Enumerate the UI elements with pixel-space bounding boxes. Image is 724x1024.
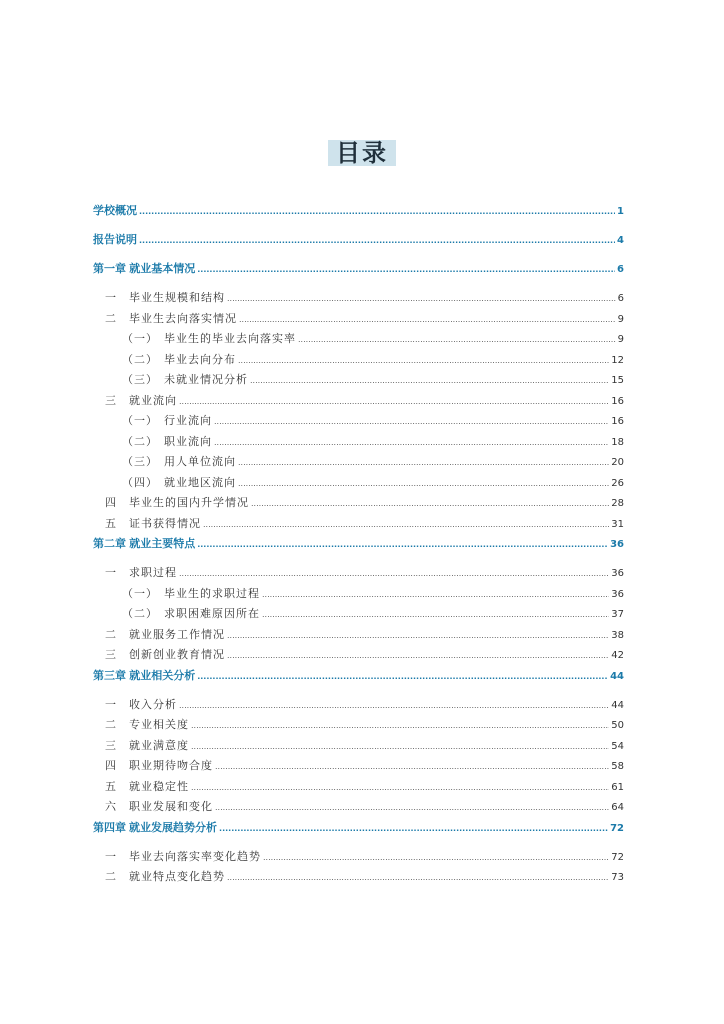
toc-entry-number: 一 [105,566,116,579]
toc-entry-label: 就业发展趋势分析 [129,820,218,834]
toc-entry-page-number: 18 [611,436,624,448]
toc-entry-number: 六 [105,800,116,813]
toc-entry-number: 三 [105,738,116,752]
toc-entry-number: 二 [105,870,116,883]
toc-entry-page-number: 36 [611,588,624,600]
dot-leader [179,696,609,716]
toc-entry-level-2[interactable] [93,625,624,646]
dot-leader [238,474,609,494]
toc-entry-number: （一） [122,332,158,345]
toc-entry-level-3[interactable] [93,584,624,605]
toc-entry-number: （二） [122,607,158,620]
toc-entry-page-number: 44 [611,699,624,711]
toc-entry-page-number: 4 [617,235,624,246]
toc-entry-page-number: 16 [611,395,624,407]
toc-entry-level-3[interactable] [93,452,624,473]
dot-leader [203,515,609,535]
toc-entry-page-number: 61 [611,781,624,793]
toc-entry-number: （二） [122,434,158,448]
toc-entry-level-1[interactable] [93,201,624,230]
toc-entry-number: 一 [105,697,116,711]
toc-entry-level-3[interactable] [93,473,624,494]
dot-leader [139,231,615,251]
toc-entry-level-2[interactable] [93,645,624,666]
toc-entry-label: 毕业去向落实率变化趋势 [129,849,261,863]
dot-leader [191,716,609,736]
dot-leader [239,310,616,330]
toc-entry-level-3[interactable] [93,350,624,371]
dot-leader [227,646,609,666]
toc-entry-level-2[interactable] [93,493,624,514]
toc-entry-label: 学校概况 [93,204,137,217]
toc-entry-number: 第二章 [93,537,126,550]
toc-entry-level-2[interactable] [93,797,624,818]
toc-entry-page-number: 73 [611,872,624,883]
toc-entry-level-3[interactable] [93,411,624,432]
dot-leader [251,494,609,514]
toc-entry-level-1[interactable] [93,230,624,259]
toc-entry-level-2[interactable] [93,514,624,535]
dot-leader [219,819,608,839]
toc-entry-level-2[interactable] [93,288,624,309]
toc-entry-level-1[interactable] [93,666,624,695]
toc-entry-level-3[interactable] [93,370,624,391]
toc-entry-level-1[interactable] [93,818,624,847]
toc-entry-page-number: 64 [611,802,624,813]
dot-leader [197,535,608,555]
toc-entry-page-number: 6 [617,293,624,304]
dot-leader [191,778,609,798]
toc-entry-label: 就业流向 [129,393,177,407]
toc-entry-number: 二 [105,718,116,731]
toc-entry-number: 三 [105,393,116,407]
toc-entry-label: 职业期待吻合度 [129,759,213,772]
page-title: 目录 [328,140,396,166]
toc-entry-number: 第四章 [93,820,126,834]
toc-entry-page-number: 20 [611,457,624,468]
dot-leader [263,848,609,868]
toc-entry-level-2[interactable] [93,756,624,777]
dot-leader [298,330,616,350]
dot-leader [139,202,615,222]
dot-leader [215,798,609,818]
dot-leader [179,392,609,412]
toc-entry-label: 用人单位流向 [164,455,236,468]
toc-entry-label: 职业发展和变化 [129,800,213,813]
toc-entry-level-2[interactable] [93,736,624,757]
toc-entry-label: 毕业生的毕业去向落实率 [164,332,296,345]
dot-leader [179,564,609,584]
toc-entry-level-3[interactable] [93,604,624,625]
toc-entry-label: 毕业生的国内升学情况 [129,496,249,509]
toc-entry-label: 毕业生的求职过程 [164,586,260,600]
toc-entry-number: （三） [122,455,158,468]
toc-entry-number: （四） [122,475,158,489]
toc-entry-level-1[interactable] [93,534,624,563]
toc-entry-level-2[interactable] [93,309,624,330]
toc-entry-level-3[interactable] [93,329,624,350]
toc-entry-label: 未就业情况分析 [164,373,248,386]
toc-entry-label: 就业基本情况 [129,262,196,275]
toc-entry-page-number: 9 [617,334,624,345]
table-of-contents [93,201,624,888]
toc-entry-label: 职业流向 [164,434,212,448]
toc-entry-label: 收入分析 [129,697,177,711]
dot-leader [227,289,616,309]
toc-entry-level-2[interactable] [93,563,624,584]
toc-entry-level-3[interactable] [93,432,624,453]
toc-entry-page-number: 36 [611,568,624,579]
dot-leader [238,453,609,473]
toc-entry-label: 就业相关分析 [129,668,196,682]
toc-entry-label: 就业地区流向 [164,475,236,489]
toc-entry-label: 毕业去向分布 [164,352,236,366]
toc-entry-page-number: 31 [611,518,624,530]
title-area [0,140,724,166]
toc-entry-label: 创新创业教育情况 [129,648,225,661]
toc-entry-page-number: 58 [611,761,624,772]
toc-entry-label: 证书获得情况 [129,516,201,530]
dot-leader [214,412,609,432]
toc-entry-number: （一） [122,414,158,427]
toc-entry-label: 专业相关度 [129,718,189,731]
toc-entry-label: 毕业生去向落实情况 [129,311,237,325]
toc-entry-label: 就业满意度 [129,738,189,752]
toc-entry-label: 就业稳定性 [129,779,189,793]
toc-entry-level-2[interactable] [93,867,624,888]
toc-entry-number: 四 [105,496,116,509]
toc-entry-page-number: 72 [610,822,624,834]
toc-entry-page-number: 42 [611,650,624,661]
toc-entry-page-number: 15 [611,375,624,386]
toc-entry-page-number: 72 [611,851,624,863]
toc-entry-number: （一） [122,586,158,600]
toc-entry-page-number: 16 [611,416,624,427]
toc-entry-number: 第一章 [93,262,126,275]
toc-entry-page-number: 9 [617,313,624,325]
dot-leader [215,757,609,777]
toc-entry-number: 一 [105,291,116,304]
dot-leader [197,260,615,280]
dot-leader [238,351,609,371]
toc-entry-label: 求职过程 [129,566,177,579]
toc-entry-level-1[interactable] [93,259,624,288]
toc-entry-label: 就业服务工作情况 [129,627,225,641]
toc-entry-label: 毕业生规模和结构 [129,291,225,304]
dot-leader [197,667,608,687]
toc-entry-number: （二） [122,352,158,366]
toc-entry-label: 报告说明 [93,233,137,246]
dot-leader [262,605,609,625]
toc-entry-number: 第三章 [93,668,126,682]
dot-leader [262,585,609,605]
toc-entry-level-2[interactable] [93,777,624,798]
toc-entry-number: 二 [105,627,116,641]
toc-entry-level-2[interactable] [93,391,624,412]
toc-entry-level-2[interactable] [93,847,624,868]
toc-entry-number: 五 [105,779,116,793]
toc-entry-label: 就业特点变化趋势 [129,870,225,883]
toc-entry-page-number: 38 [611,629,624,641]
toc-entry-page-number: 6 [617,264,624,275]
toc-entry-number: 二 [105,311,116,325]
toc-entry-label: 求职困难原因所在 [164,607,260,620]
toc-entry-page-number: 44 [610,670,624,682]
toc-entry-number: 四 [105,759,116,772]
toc-entry-page-number: 50 [611,720,624,731]
toc-entry-number: 一 [105,849,116,863]
dot-leader [191,737,609,757]
toc-entry-label: 就业主要特点 [129,537,196,550]
dot-leader [227,626,609,646]
toc-entry-number: 三 [105,648,116,661]
toc-entry-page-number: 54 [611,740,624,752]
toc-entry-page-number: 37 [611,609,624,620]
toc-entry-page-number: 1 [617,206,624,217]
dot-leader [214,433,609,453]
dot-leader [227,868,609,888]
toc-entry-level-2[interactable] [93,695,624,716]
toc-entry-label: 行业流向 [164,414,212,427]
toc-entry-page-number: 26 [611,477,624,489]
toc-entry-page-number: 12 [611,354,624,366]
toc-entry-number: （三） [122,373,158,386]
toc-entry-number: 五 [105,516,116,530]
toc-entry-page-number: 28 [611,498,624,509]
toc-entry-page-number: 36 [610,539,624,550]
toc-entry-level-2[interactable] [93,715,624,736]
dot-leader [250,371,609,391]
